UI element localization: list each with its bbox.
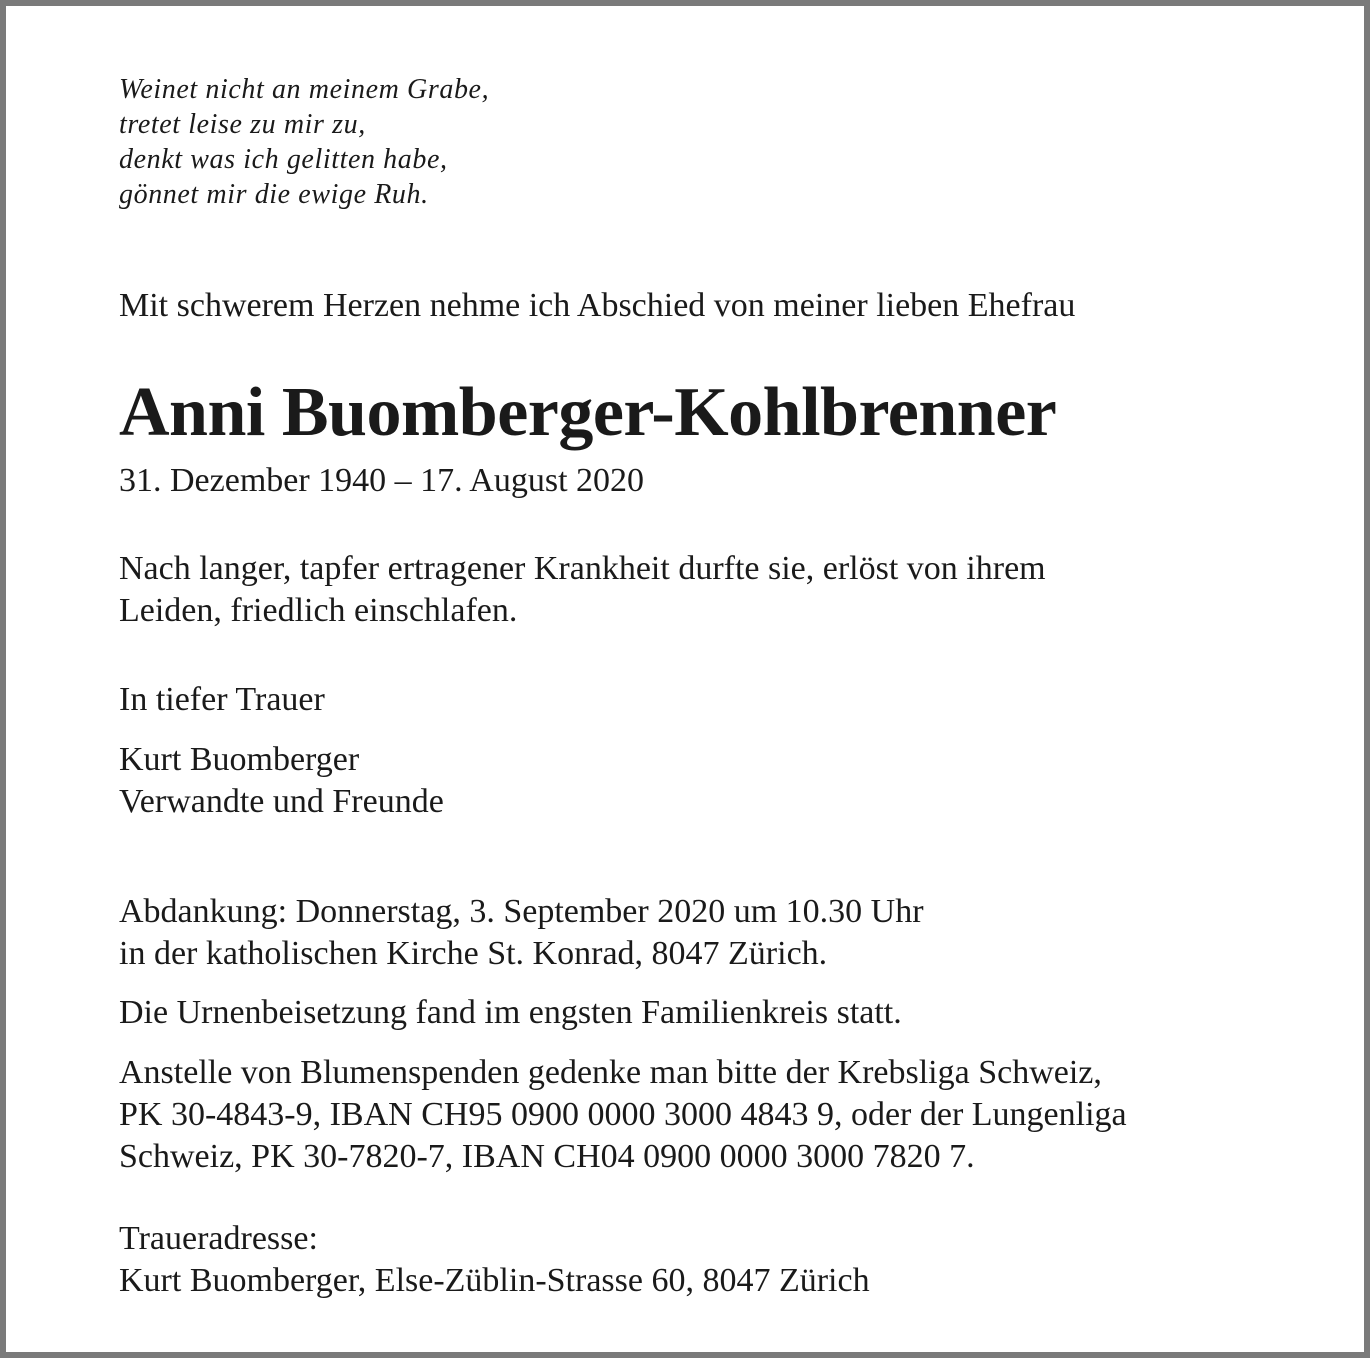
intro-text: Mit schwerem Herzen nehme ich Abschied von meiner lieben Ehefrau [119,287,1076,324]
message-line: Nach langer, tapfer ertragener Krankheit durfte sie, erlöst von ihrem [119,550,1046,587]
donation-line: Anstelle von Blumenspenden gedenke man bitte der Krebsliga Schweiz, [119,1054,1102,1091]
service-line: Abdankung: Donnerstag, 3. September 2020 um 10.30 Uhr [119,893,924,930]
poem-line: Weinet nicht an meinem Grabe, [119,74,490,105]
mourning-heading: In tiefer Trauer [119,681,325,718]
poem-line: gönnet mir die ewige Ruh. [119,179,429,210]
donation-line: PK 30-4843-9, IBAN CH95 0900 0000 3000 4843 9, oder der Lungenliga [119,1096,1127,1133]
message-line: Leiden, friedlich einschlafen. [119,592,518,629]
deceased-name: Anni Buomberger-Kohlbrenner [119,374,1057,451]
poem-line: denkt was ich gelitten habe, [119,144,448,175]
life-dates: 31. Dezember 1940 – 17. August 2020 [119,462,645,499]
address-label: Traueradresse: [119,1220,318,1257]
mourner-name: Kurt Buomberger [119,741,360,778]
mourner-name: Verwandte und Freunde [119,783,444,820]
service-line: in der katholischen Kirche St. Konrad, 8047 Zürich. [119,935,828,972]
address-value: Kurt Buomberger, Else-Züblin-Strasse 60, 8047 Zürich [119,1262,870,1299]
memorial-poem [119,72,489,212]
burial-note: Die Urnenbeisetzung fand im engsten Familienkreis statt. [119,994,902,1031]
donation-line: Schweiz, PK 30-7820-7, IBAN CH04 0900 0000 3000 7820 7. [119,1138,975,1175]
poem-line: tretet leise zu mir zu, [119,109,366,140]
